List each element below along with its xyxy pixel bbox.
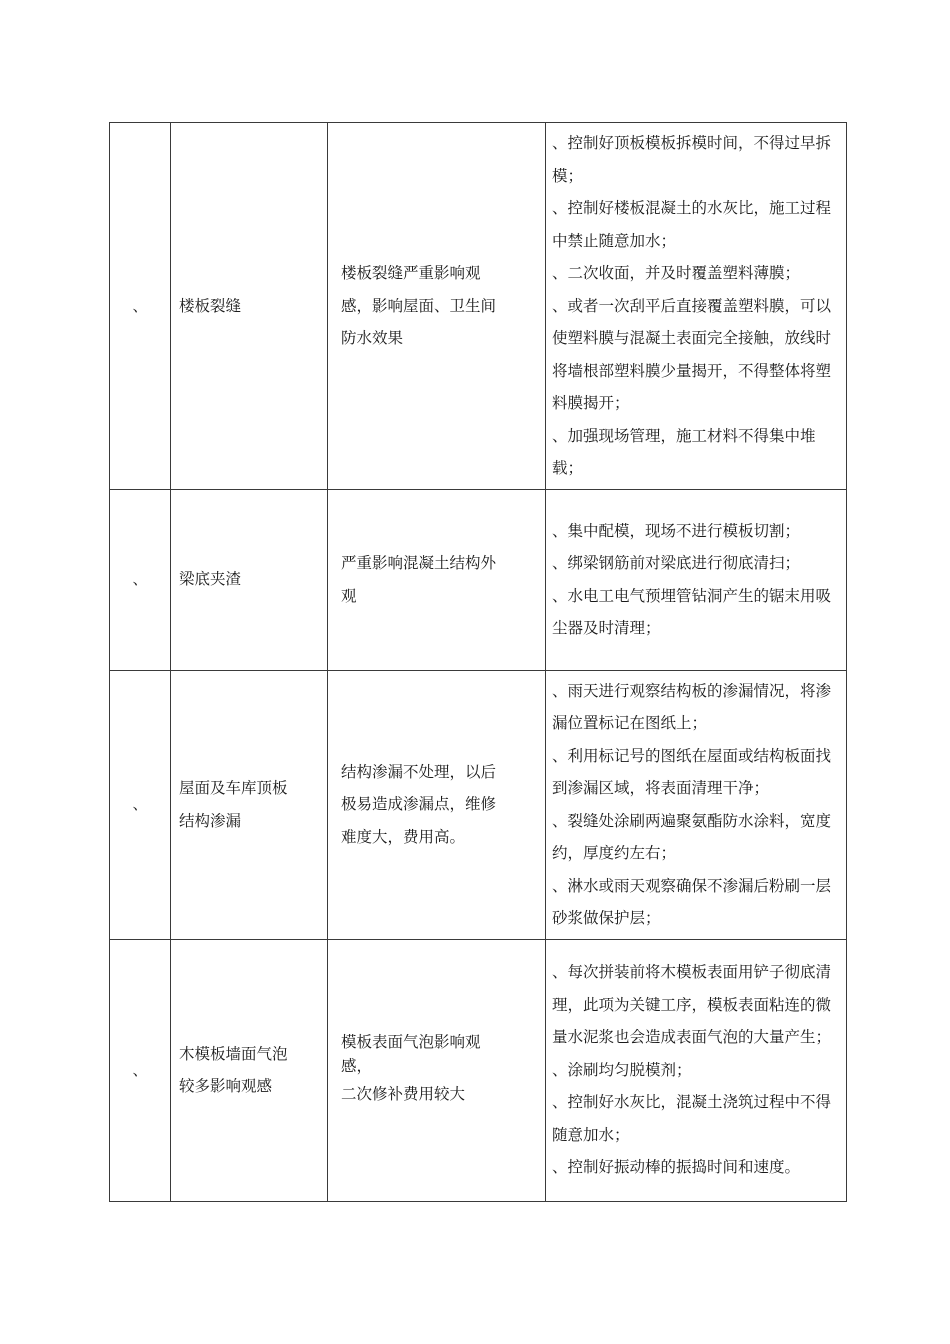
impact-line: 模板表面气泡影响观 [341,1032,481,1051]
table-row [110,489,847,670]
issue-name-cell [171,489,328,670]
issue-name-line: 结构渗漏 [179,811,242,830]
row-number-cell [110,489,171,670]
row-number-cell [110,123,171,490]
issue-name-cell [171,670,328,939]
table-row [110,123,847,490]
impact-block [341,1030,537,1078]
measures-list [552,511,842,649]
measure-item: 、水电工电气预埋管钻洞产生的锯末用吸尘器及时清理； [552,586,832,637]
measure-item: 、控制好楼板混凝土的水灰比，施工过程中禁止随意加水； [552,199,832,250]
impact-line: 极易造成渗漏点，维修 [341,795,497,814]
measure-item: 、二次收面，并及时覆盖塑料薄膜； [552,264,801,282]
impact-line: 感， [341,1056,373,1075]
issue-name-line: 木模板墙面气泡 [179,1044,288,1063]
issue-name-line: 楼板裂缝 [179,296,242,315]
measures-cell [546,123,847,490]
measure-item: 、涂刷均匀脱模剂； [552,1060,692,1079]
measures-cell [546,489,847,670]
impact-line: 防水效果 [341,329,404,347]
issue-name-line: 较多影响观感 [179,1077,273,1095]
issue-name-line: 梁底夹渣 [179,570,242,589]
impact-line: 难度大，费用高。 [341,827,466,846]
measures-cell [546,670,847,939]
table-row [110,670,847,939]
impact-line: 结构渗漏不处理，以后 [341,762,497,781]
measure-item: 、控制好顶板模板拆模时间，不得过早拆模； [552,134,832,185]
measure-item: 、控制好水灰比，混凝土浇筑过程中不得随意加水； [552,1093,832,1144]
row-number: 、 [132,1060,148,1079]
measures-cell [546,939,847,1201]
issue-name-cell [171,123,328,490]
table-row [110,939,847,1201]
impact-line: 二次修补费用较大 [341,1084,466,1103]
impact-line: 观 [341,586,357,605]
measure-item: 、每次拼装前将木模板表面用铲子彻底清理，此项为关键工序，模板表面粘连的微量水泥浆也会造成表面气泡的大量产生； [552,963,832,1047]
row-number-cell [110,939,171,1201]
measure-item: 、控制好振动棒的振捣时间和速度。 [552,1158,801,1177]
measure-item: 、利用标记号的图纸在屋面或结构板面找到渗漏区域，将表面清理干净； [552,746,832,797]
row-number: 、 [132,795,148,814]
measure-item: 、裂缝处涂刷两遍聚氨酯防水涂料，宽度约，厚度约左右； [552,811,832,862]
impact-line: 感，影响屋面、卫生间 [341,296,497,315]
impact-line: 楼板裂缝严重影响观 [341,264,481,282]
measure-item: 、集中配模，现场不进行模板切割； [552,521,801,540]
row-number: 、 [132,570,148,589]
quality-issues-table [109,122,847,1202]
issue-name-line: 屋面及车库顶板 [179,779,288,797]
impact-cell [328,670,546,939]
issue-name-cell [171,939,328,1201]
impact-cell [328,489,546,670]
measure-item: 、雨天进行观察结构板的渗漏情况，将渗漏位置标记在图纸上； [552,681,832,732]
row-number-cell [110,670,171,939]
measure-item: 、或者一次刮平后直接覆盖塑料膜，可以使塑料膜与混凝土表面完全接触，放线时将墙根部塑料膜少量揭开，不得整体将塑料膜揭开； [552,296,832,412]
measure-item: 、淋水或雨天观察确保不渗漏后粉刷一层砂浆做保护层； [552,876,832,927]
measures-list [552,671,842,939]
row-number: 、 [132,296,148,315]
measures-list [552,952,842,1188]
measure-item: 、绑梁钢筋前对梁底进行彻底清扫； [552,554,801,572]
impact-cell [328,939,546,1201]
impact-line: 严重影响混凝土结构外 [341,554,497,572]
impact-cell [328,123,546,490]
measures-list [552,123,842,489]
measure-item: 、加强现场管理，施工材料不得集中堆载； [552,426,816,477]
